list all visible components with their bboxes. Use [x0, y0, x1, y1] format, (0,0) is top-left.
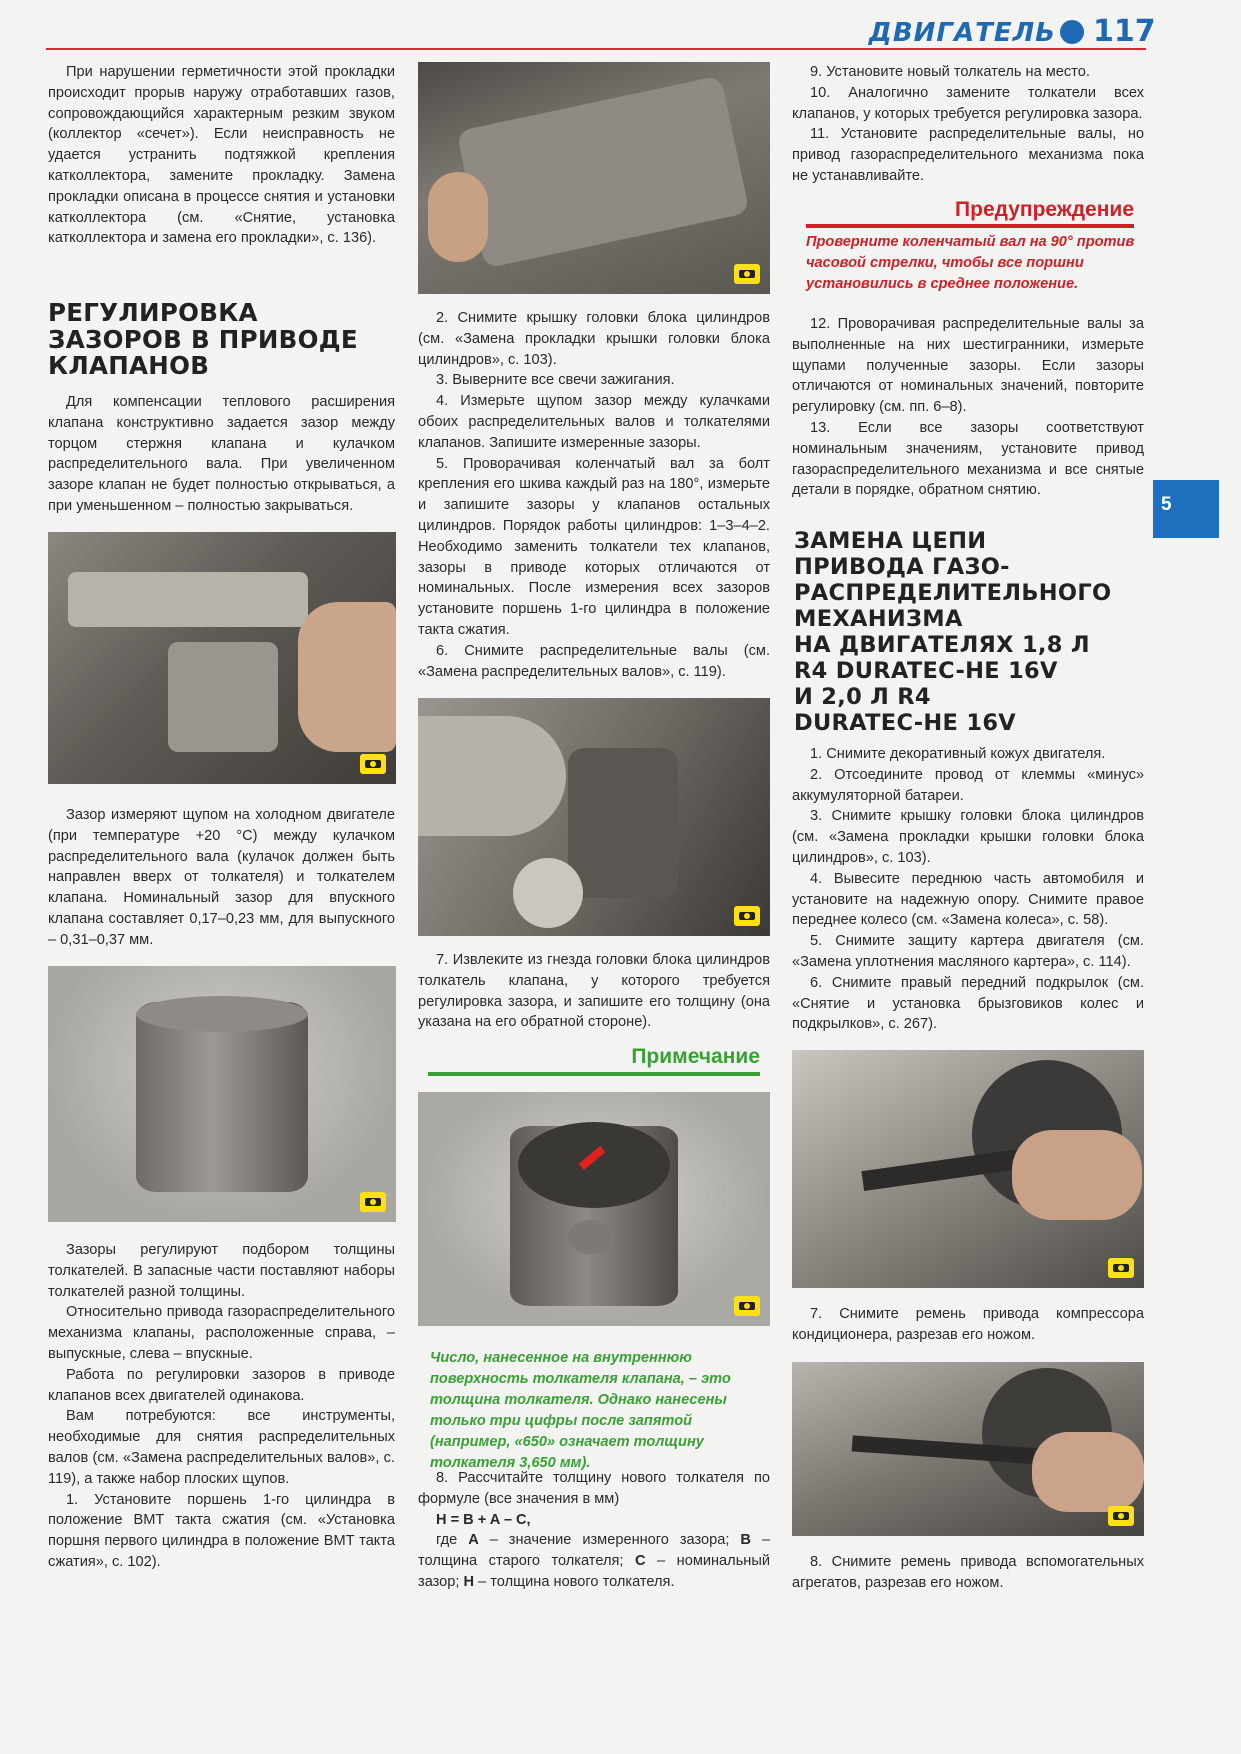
paragraph: Относительно привода газораспределительного механизма клапаны, расположенные справа, – выпускные, слева – впускные.: [48, 1304, 395, 1362]
step: 5. Проворачивая коленчатый вал за болт крепления его шкива каждый раз на 180°, измерьте и запишите зазоры у клапанов остальных цилиндров. Порядок работы цилиндров: 1–3–4–2. Необходимо заменить толкатели тех клапанов, зазоры в приводе которых отличаются от номинальных. После измерения всех зазоров установите поршень 1-го цилиндра в положение такта сжатия.: [418, 455, 770, 638]
heading-line: РЕГУЛИРОВКА: [48, 298, 258, 327]
note-rule: [428, 1072, 760, 1076]
col2-block-b: [418, 950, 770, 1033]
step: 9. Установите новый толкатель на место.: [810, 64, 1090, 80]
step: 11. Установите распределительные валы, но привод газораспределительного механизма пока не устанавливайте.: [792, 126, 1144, 184]
section-heading-valve-clearance: [48, 300, 398, 380]
step: 8. Снимите ремень привода вспомогательных агрегатов, разрезав его ножом.: [792, 1554, 1144, 1591]
heading-line: НА ДВИГАТЕЛЯХ 1,8 Л: [794, 632, 1090, 658]
step: 4. Измерьте щупом зазор между кулачками обоих распределительных валов и толкателями клапанов. Запишите измеренные зазоры.: [418, 393, 770, 451]
photo-feeler-gauge: [48, 532, 396, 784]
camera-icon: [1108, 1258, 1134, 1278]
step: 2. Отсоедините провод от клеммы «минус» аккумуляторной батареи.: [792, 766, 1144, 804]
paragraph: Работа по регулировки зазоров в приводе клапанов всех двигателей одинакова.: [48, 1366, 395, 1404]
step: 3. Выверните все свечи зажигания.: [436, 372, 675, 389]
legend-var: C: [634, 1553, 646, 1570]
paragraph: Зазор измеряют щупом на холодном двигателе (при температуре +20 °С) между кулачком распределительного вала (кулачок должен быть направлен вверх от толкателя) и толкателем клапана. Номинальный зазор для впускного клапана составляет 0,17–0,23 мм, для выпускного – 0,31–0,37 мм.: [48, 807, 395, 948]
legend-text: – толщина старого толкателя;: [418, 1532, 770, 1570]
step: 12. Проворачивая распределительные валы за выполненные на них шестигранники, измерьте щупами полученные зазоры. Если зазоры отличаются от номинальных значений, повторите регулировку (см. пп. 6–8).: [792, 316, 1144, 416]
camera-icon: [734, 1296, 760, 1316]
heading-line: ЗАМЕНА ЦЕПИ: [794, 528, 987, 554]
header-rule: [46, 48, 1146, 50]
step: 7. Извлеките из гнезда головки блока цилиндров толкатель клапана, у которого требуется регулировка зазора, и запишите его толщину (она указана на его обратной стороне).: [418, 952, 770, 1031]
col3-block-e: [792, 1552, 1144, 1594]
legend-text: – значение измеренного зазора;: [478, 1532, 741, 1549]
header-dot-icon: [1060, 20, 1084, 44]
note-text: Число, нанесенное на внутреннюю поверхность толкателя клапана, – это толщина толкателя. Однако нанесены только три цифры после запятой (например, «650» означает толщину толкателя 3,650 мм).: [430, 1350, 731, 1471]
photo-cut-accessory-belt: [792, 1362, 1144, 1536]
legend-var: A: [468, 1532, 479, 1549]
warning-text: Проверните коленчатый вал на 90° против часовой стрелки, чтобы все поршни установились в среднее положение.: [806, 234, 1135, 292]
intro-paragraph: При нарушении герметичности этой прокладки происходит прорыв наружу отработавших газов, сопровождающийся характерным резким звуком (коллектор «сечет»). Если неисправность не удается устранить подтяжкой крепления катколлектора, замените прокладку. Замена прокладки описана в процессе снятия и установки катколлектора (см. «Снятие, установка катколлектора и замена его прокладки», с. 136).: [48, 64, 395, 247]
paragraph: Зазоры регулируют подбором толщины толкателей. В запасные части поставляют наборы толкателей разной толщины.: [48, 1242, 395, 1300]
camera-icon: [734, 264, 760, 284]
note-title: Примечание: [631, 1045, 760, 1068]
heading-line: ЗАЗОРОВ В ПРИВОДЕ: [48, 324, 358, 354]
camera-icon: [360, 1192, 386, 1212]
col3-block-d: [792, 1304, 1144, 1346]
heading-line: РАСПРЕДЕЛИТЕЛЬНОГО: [794, 580, 1112, 606]
heading-line: МЕХАНИЗМА: [794, 606, 963, 632]
heading-line: ПРИВОДА ГАЗО-: [794, 554, 1010, 580]
step: 1. Снимите декоративный кожух двигателя.: [810, 746, 1106, 762]
heading-line: DURATEC-HE 16V: [794, 710, 1016, 736]
col2-block-c: [418, 1468, 770, 1593]
photo-tappet-removal: [418, 698, 770, 936]
step: 6. Снимите правый передний подкрылок (см. «Снятие и установка брызговиков колес и подкрылков», с. 267).: [792, 974, 1144, 1033]
paragraph: Вам потребуются: все инструменты, необходимые для снятия распределительных валов (см. «Замена распределительных валов», с. 119), а также набор плоских щупов.: [48, 1408, 395, 1487]
step: 3. Снимите крышку головки блока цилиндров (см. «Замена прокладки крышки головки блока цилиндров», с. 103).: [792, 808, 1144, 866]
legend-var: H: [463, 1573, 475, 1590]
page-number: 117: [1093, 14, 1156, 49]
step: 2. Снимите крышку головки блока цилиндров (см. «Замена прокладки крышки головки блока цилиндров», с. 103).: [418, 310, 770, 368]
photo-engine-head: [418, 62, 770, 294]
chapter-tab: [1153, 480, 1219, 538]
photo-cut-ac-belt: [792, 1050, 1144, 1288]
camera-icon: [734, 906, 760, 926]
camera-icon: [360, 754, 386, 774]
photo-tappet: [48, 966, 396, 1222]
section-title: ДВИГАТЕЛЬ: [868, 18, 1056, 48]
paragraph: 1. Установите поршень 1-го цилиндра в положение ВМТ такта сжатия (см. «Установка поршня первого цилиндра в положение ВМТ такта сжатия», с. 102).: [48, 1491, 395, 1570]
col1-block-c: [48, 1240, 395, 1573]
col3-block-b: [792, 314, 1144, 501]
section-heading-chain-replacement: [794, 528, 1144, 736]
step: 4. Вывесите переднюю часть автомобиля и установите на надежную опору. Снимите правое переднее колесо (см. «Замена колеса», с. 58).: [792, 870, 1144, 929]
formula: H = B + A – C,: [436, 1511, 531, 1528]
step: 5. Снимите защиту картера двигателя (см. «Замена уплотнения масляного картера», с. 114).: [792, 933, 1144, 970]
camera-icon: [1108, 1506, 1134, 1526]
heading-line: R4 DURATEC-HE 16V: [794, 658, 1058, 684]
col3-block-c: [792, 744, 1144, 1035]
paragraph: Для компенсации теплового расширения клапана конструктивно задается зазор между торцом стержня клапана и кулачком распределительного вала. При увеличенном зазоре клапан не будет полностью открываться, а при уменьшенном – полностью закрываться.: [48, 394, 395, 514]
col1-block-a: [48, 392, 395, 517]
chapter-number: 5: [1161, 494, 1172, 515]
step: 8. Рассчитайте толщину нового толкателя по формуле (все значения в мм): [418, 1470, 770, 1507]
step: 6. Снимите распределительные валы (см. «Замена распределительных валов», с. 119).: [418, 642, 770, 680]
warning-title: Предупреждение: [955, 198, 1134, 221]
col1-block-b: [48, 805, 395, 951]
heading-line: И 2,0 Л R4: [794, 684, 931, 710]
warning-rule: [806, 224, 1134, 228]
legend-text: где: [436, 1532, 469, 1549]
photo-tappet-inside: [418, 1092, 770, 1326]
legend-var: B: [740, 1532, 751, 1549]
step: 10. Аналогично замените толкатели всех клапанов, у которых требуется регулировка зазора.: [792, 84, 1144, 122]
step: 13. Если все зазоры соответствуют номинальным значениям, установите привод газораспределительного механизма и все снятые детали в порядке, обратном снятию.: [792, 419, 1144, 499]
formula-legend: [418, 1530, 770, 1592]
col1-intro: [48, 62, 395, 249]
col2-block-a: [418, 308, 770, 682]
col3-block-a: [792, 62, 1144, 187]
step: 7. Снимите ремень привода компрессора кондиционера, разрезав его ножом.: [792, 1306, 1144, 1343]
legend-text: – толщина нового толкателя.: [474, 1573, 675, 1590]
legend-text: – номинальный зазор;: [418, 1553, 770, 1590]
heading-line: КЛАПАНОВ: [48, 351, 210, 380]
